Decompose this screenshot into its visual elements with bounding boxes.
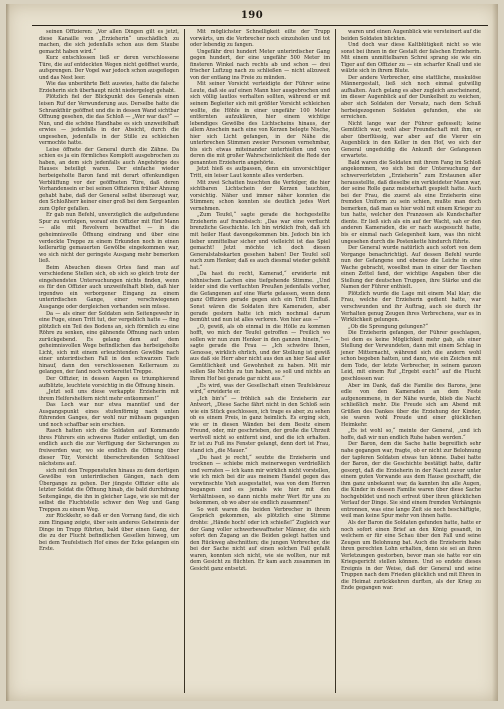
- paragraph: Plötzlich wurde die Lage mit einem Mal klar; die Frau, welche der Erzieherin gedient hatte, war verschwunden und ihr Auftrag, auch sie durch ihr Verhalten genug Zeugen ihres Verbrechens, war es in Wirklichkeit gelungen.: [341, 290, 481, 324]
- paragraph: Bald waren die Soldaten mit ihrem Fang im Schloß angekommen, wo sich bei der Untersuchung der schwerverletzten „Erzieherin“ zum Erstaunen aller herausstellte, daß dieselbe ein verkleideter Mann war, der seine Rolle ganz meisterhaft gespielt hatte. Auch bei der Frau, die zuerst als eine Erzieherin eine fremden Uniform zu sein schien, mußte man doch bemerken, daß man es hier wohl mit einem Krieger zu tun hatte, welcher den Franzosen als Kundschafter diente. Er ließ sich als ein auf der Wacht, sah er den anderen Kameraden, die er nach ausgesucht hatte, bis er einmal nach Gelegenheit kam, was ihn nicht ungesehen durch die Postenkette hindurch führte.: [341, 159, 481, 245]
- paragraph: „Zum Teufel,“ sagte gerade die hochgestellte Erzieherin auf französisch: „Das war eine verflucht brenzliche Geschichte. Ich bin wirklich froh, daß ich mit heiler Haut davongekommen bin. Jedoch bin ich lieber unmittelbar sicher und vielleicht ist das Spiel gemacht! Jetzt möchte ich doch diesen Generalstabskarten gesehen haben! Der Teufel soll euch zum Henker, daß es auch diesmal wieder gefehlt hat.“: [190, 212, 330, 271]
- paragraph: „Es ist wohl so,“ meinte der General, „und ich hoffe, daß wir nun endlich Ruhe haben werden.“: [341, 428, 481, 441]
- paragraph: Nicht lange war der Führer gefesselt; keine Gemütlich war, wohl aber Freundschaft mit ihm, er aber überflüssig, war aber auf die Vierer ein Augenblick in den Keller in den Hof, wo sich der General ungeduldig die Ankunft der Gefangenen erwartete.: [341, 120, 481, 160]
- paragraph: Der Baron, dem die Sache hatte begreiflich sehr nahe gegangen war, fragte, ob er nicht zur Belohnung der tapferen Soldaten etwas tun könne. Dabei hatte der Baron, der die Geschichte bestätigt hatte, dafür gesorgt, daß die Erzieherin in der Nacht zuvor unter einem guten Vorwande aus dem Hause geschafft, die ihm ganz unbekannt war, da kannten ihn alle Augen, die Kinder in dessen Familie waren über diese Sache hochgebildet und noch erfreut über ihren glücklichen Verlauf der Dinge. Sie sind einem fremden Verhängnis entronnen, was eine lange Zeit sie noch beschäftigte, weil man keine Spur mehr von ihnen hatte.: [341, 441, 481, 520]
- paragraph: Der General wurde natürlich auch sofort von dem Vorgange benachrichtigt. Auf dessen Befehl wurde nun der Gefangene und ebenso die Leiche in eine Wache gebracht, woselbst man in einer der Taschen einen Zettel fand, der wichtige Angaben über die Stellung der deutschen Truppen, ihre Stärke und die Namen der Führer enthielt.: [341, 245, 481, 291]
- newspaper-page: [6, 4, 498, 701]
- paragraph: Da — als einer der Soldaten sein Seitengewehr in eine Fuge, einen Tritt tut, der vergeblich hatte — fing plötzlich ein Teil des Bodens an, sich förmlich zu eine Röhre zu senken, eine gähnende Öffnung nach unten zurückgebend. Es gelang dem auf dem geheimnisvollen Wege befindlichen das herbeigeholte Licht, sich mit einem erleuchtenden Gewölbe nach einer unterirdischen Fall in den schwarzen Tiefe hinauf, dann den verschlossenen Kellerraum zu gelangen, der fand noch vorbereitet Treppe.: [39, 310, 179, 376]
- paragraph: „Es wird, was der Gesellschaft einen Teufelskreuz wird,“ erwiderte er.: [190, 382, 330, 396]
- column-1: [34, 29, 184, 693]
- paragraph: Das Loch war nur etwa manntief und der Ausgangspunkt eines stufenförmig nach unten führenden Ganges, der wohl nur mühsam gegangen und noch schaffbar sein erschien.: [39, 402, 179, 428]
- paragraph: Mit zwei Schatten huschten die Verfolger, die hier sichtbaren Lichtschein der Kerzen tauchten, vorsichtig. Näher und immer näher konnten die Stimmen; schon konnten sie deutlich jedes Wort vernehmen.: [190, 179, 330, 212]
- paragraph: Kurz entschlossen ließ er deren verschlossene Türe, die auf entdeckten Wegen nicht geöffnet wurde, aufsprengen. Der Vogel war jedoch schon ausgeflogen und das Nest leer.: [39, 55, 179, 81]
- paragraph: Die Erzieherin gefangen, der Führer geschlagen, bei dem es keine Möglichkeit mehr gab, als einer Stellung der Verwundeten, dann mit einem Schlag in jener Mitternacht, während sich die andern wohl schon begeben hatten, und dann, wie ein Zeichen mit dem Tode, der letzte Verbrecher, in seinem ganzen Leid, mit einem Ruf „Ergebt euch!“ auf die Flucht geschlossen war.: [341, 330, 481, 382]
- paragraph: Der Offizier, in dessen Augen es triumphierend aufblitzte, leuchtete vorsichtig in die Öffnung hinein.: [39, 375, 179, 389]
- paragraph: Rasch hatten sich die Soldaten auf Kommando ihres Führers ein schweres Ruder entledigt, um den endlich auch die zur Verfügung der Sicherungen zu freiwerden war, wo sie endlich die Offnung über dieser Tür, Vorsicht überschreitenden Schlüssel nächstens auf.: [39, 428, 179, 468]
- paragraph: Ungefähr drei hundert Meter unterirdischer Gang gegen hundert, der eine ungefähr 500 Meter im finsteren Winkel nach rechts ab und schon — drei frischer Luftzug nach zu schließen — nicht allzuweit von der entlang ins Freie zu münden.: [190, 48, 330, 81]
- paragraph: Mit möglichster Schnelligkeit eilte der Trupp vorwärts, um die Verbrecher noch einzuholen und tot oder lebendig zu fangen.: [190, 29, 330, 49]
- paragraph: Jetzt hieß es aufpassen, denn ein unvorsichtiger Tritt, ein leiser Laut konnte alles verderben.: [190, 166, 330, 180]
- paragraph: seinen Offizieren: „Vor allen Dingen gilt es jetzt, diese Kanaille von „Erzieherin“ unschädlich zu machen, die sich jedenfalls schon aus dem Staube gemacht haben wird.“: [39, 29, 179, 55]
- page-fold-shadow: [6, 4, 10, 701]
- paragraph: „Ich bin's“ — fröhlich sah die Erzieherin zur Antwort, „Diese Sache fährt nicht in den Schloß sein wie ein Stück geschlossen, ich trage es aber, zu sehen ob es einem Preis, in ganz heimlich. Es erging sich, wie er in diesen Wänden bei dem Besitz einem Freund, oder, mir geschrieben, der große die Uhrzeit wertvoll nicht so entfernt sind, und die ich erhalten. Er ist zu Fuß ins Fenster gelangt, denn dort ist Frau, stand ich „die Mauer.“: [190, 395, 330, 454]
- paragraph: „Jetzt soll uns diese verkappte Erzieherin mit ihrem Helfershelfern nicht mehr entkommen!“: [39, 389, 179, 402]
- paragraph: Aber im Dank, daß die Familie des Barons, jene edle von den Kameraden an dem Feste aufgenommene, in der Nähe wurde, blieb die Nacht schließlich mehr. Die Freude sich am Abend mit Grüßen des Dankes über die Erziehung der Kinder, sie waren wohl Freude und einer glücklichen Heimkehr.: [341, 382, 481, 428]
- paragraph: Als der Baron die Soldaten gefunden hatte, hatte er noch sofort einen Brief an den König gesandt, in welchem er für eine Schau über den Fall und seine Zeugen um Belohnung bat. Auch die Erzieherin habe ihren gerechten Lohn erhalten, denn sie sei an ihren Verletzungen gestorben, bevor man sie hatte vor ein Kriegsgericht stellen können. Und so endete dieses Ereignis in der Weise, daß der General und seine Truppen nach dem Frieden glücklich und mit Ehren in die Heimat zurückkehren durften, als der Krieg zu Ende gegangen war.: [341, 520, 481, 592]
- paragraph: waren und einen Augenblick wie versteinert auf die beiden Soldaten blickten.: [341, 29, 481, 42]
- paragraph: „Ob die Sprengung gelungen?“: [348, 323, 429, 330]
- paragraph: Plötzlich fiel der Blickpunkt des Generals einen leisen Ruf der Verwunderung aus. Derselbe hatte die Schrankthür geöffnet und die in dessen Wand sichtbar Offnung gesehen, die das Schloß — „Wer war das?“ — Nun, und die schöne Handhabe es sich unzweifelhaft erwies — jedenfalls in der Absicht, durch die ungesehen, jedenfalls in der Stille zu schleichen vermochte hatte.: [39, 94, 179, 147]
- text-columns: [34, 29, 486, 693]
- paragraph: zur Rückkehr, so daß er den Vorrang fand, die sich zum Eingang zeigte, über sein anderes Geheimnis der Dinge im Trupp führten, bald über einen Gang, der die zu der Flucht befindlichen Gesellen hinweg, um bei dem Teufelstisch Hof eines der Ecke gelangen ein Erste.: [39, 513, 179, 553]
- paragraph: Der andere Verbrecher, eine stattliche, muskulöse Männergestalt, ließ sich noch einmal gutwillig aufhalten. Auch gelang es aber zugleich anscheinend, im dieser Augenblick auf der Dunkelheit zu weichen, aber sich Soldaten der Vorsatz, nach dem Schuß herbeigezogenen Soldaten gefunden, ehe sie erreichen.: [341, 74, 481, 121]
- paragraph: Und doch war diese Kaltblütigkeit nicht so wie sonst bei ihnen in der Gestalt der falschen Erzieherin. Mit einem unmittelbaren Schrei sprang sie wie ein Tiger auf den Offizier zu — ein scharfer Knall und sie wälzte sich in ihrem Blute.: [341, 42, 481, 75]
- paragraph: Beim Absuchen dieses Ortes fand man auf verschiedene Stellen sich, ob sich so gleich trotz der eingehendsten Untersuchungen nichts finden, wenn es für den Offizier auch unzweifelhaft blieb, daß hier irgendwo ein verborgener Eingang zu einem unterirdischen Gange, einer verschwiegenen Ausgange oder dergleichen vorhanden sein müsse.: [39, 264, 179, 310]
- paragraph: „Da hast du recht, Kamerad,“ erwiderte mit höhnischem Lachen eine tiefgehende Stimme. „Und leider sind die verfluchten Preußen jedenfalls vorher, die Gefangenen auf eine Warte gelassen, wenn denn ganz Offiziere gerade gegen sich ein Tritt Einfluß. Sonst wären die Soldaten ihre Kameraden, aber gerade gestern hatte ich mich nochmal darum bemüht und nun ist alles verloren. Von hier aus —“: [190, 271, 330, 324]
- page-edge-shadow: [492, 4, 498, 701]
- header-rule: [32, 25, 488, 26]
- paragraph: „Du hast je recht,“ seufzte die Erzieherin und trocknen — schiebe mich meinerwegen verdrießlich und verraten — ich kann mir wirklich nicht vorstellen, wie ich mich bei dir aus meinem Handel gegen das verwünschte Vieh ausgestattet, was von dem Herren begangen und es jemals wie hier mit den Verhältnissen, so dann nichts mehr Wert für uns zu bekommen, ob wo aber sie endlich zusammen!“: [190, 454, 330, 507]
- paragraph: sich mit den Treppenstufen hinaus zu dem dortigen Gewölbe von unterirdischen Gängen, nach dem Übergange zu gehen. Der jüngste Offizier eilte als letzter Soldat die Öffnung hinab, die bald durchdrang Seitengänge, die ihn in gleicher Lage, wie sie mit der selbst die Fluchtstelle schwer den Weg und Gang Treppen zu einem Weg.: [39, 467, 179, 513]
- page-number: 190: [240, 10, 264, 21]
- column-3: [335, 29, 486, 693]
- paragraph: So weit waren die beiden Verbrecher in ihrem Gespräch gekommen, als plötzlich eine Stimme drohte: „Hände hoch! oder ich schieße!“ Zugleich war der Gang voller schwerbewaffneter Männer, die sich sofort den Zugang an die Beiden gelegt hatten und den Rückweg abschnitten; die jungen Verbrecher, die bei der Sache nicht auf einen solchen Fall gefaßt waren, konnten sich nicht, wie sie wollten, nur mit dem Gesicht zu flüchten. Er kam auch zusammen im Gesicht ganz entsetzt.: [190, 506, 330, 572]
- paragraph: „O, gewiß, als ob einmal in die Hölle zu kommen hofft, wo mich der Teufel getroffen — Freilich wo sollen wir nun zum Henker in den ganzen hinein,“ — sagte gerade die Frau — „Ich schwöre Ihnen, Genosse, wirklich ehrlich, und der Stellung ist gewiß aus daß sie Herr aber nicht aus den an hier Saal aller Gemütlichkeit und Gewohnheit zu haben. Mit mir sollen Sie Nichts zu tun haben, so soll und nichts an Ihrem Hof bei gerade gar nicht aus.“: [190, 323, 330, 382]
- column-2: [184, 29, 335, 693]
- paragraph: Er gab nun Befehl, unverzüglich die aufgefundene Spur zu verfolgen, worauf ein Offizier mit fünf Mann — alle mit Revolvern bewaffnet — in die geheimnisvolle Öffnung eindrang und über eine verdeckte Treppe zu einem Erkunden noch in einen kellerartig gemauerten Gewölbe eingekommen war, wo sich nicht der geringste Ausgang mehr bemerken ließ.: [39, 212, 179, 265]
- paragraph: Leise öffnete der General durch die Zähne. Da schien es ja ein förmliches Komplott ausgebrochen zu haben, an dem sich jedenfalls auch Angehörige des Hauses beteiligt waren. Der einfache wieder herbeigeholte Baron fand mit derart offenkundigen Verblüffung vor der geöffneten Türe, daß deren Vorhandensein er bei seinen Offizieren früher Ahnung gehabt habe, daß der General selbst überzeugt war, den Schloßherr keiner einer groß bei dem Sergeanten zum Opfer gefallen.: [39, 146, 179, 212]
- paragraph: Wie das unberührte Bett auswies, hatte die falsche Erzieherin sich überhaupt nicht niedergelegt gehabt.: [39, 81, 179, 94]
- paragraph: Mit seiner Vorsicht verteidigte der Führer seine Leute, daß sie auf einen Mann hier ausgebrochen und sich völlig lautlos verhalten sollten, während er mit seinem Begleiter sich mit größter Vorsicht schleichen wollte, die Höhle in einer ungefähr 100 Meter entfernten aufzuklären, hier einem wichtige lebendiges Gewölbe des Lichtscheins hinaus, der allem Anschein nach eine von Kerzen belegte Nische, hier sich Licht gefangen, in der Nähe die unterbrechen Stimmen zweier Personen vernehmbar, bis sich etwas miteinander unterhielten und von deren die mit großer Wahrscheinlichkeit die Rede der genannten Erzieherin angehörte.: [190, 81, 330, 166]
